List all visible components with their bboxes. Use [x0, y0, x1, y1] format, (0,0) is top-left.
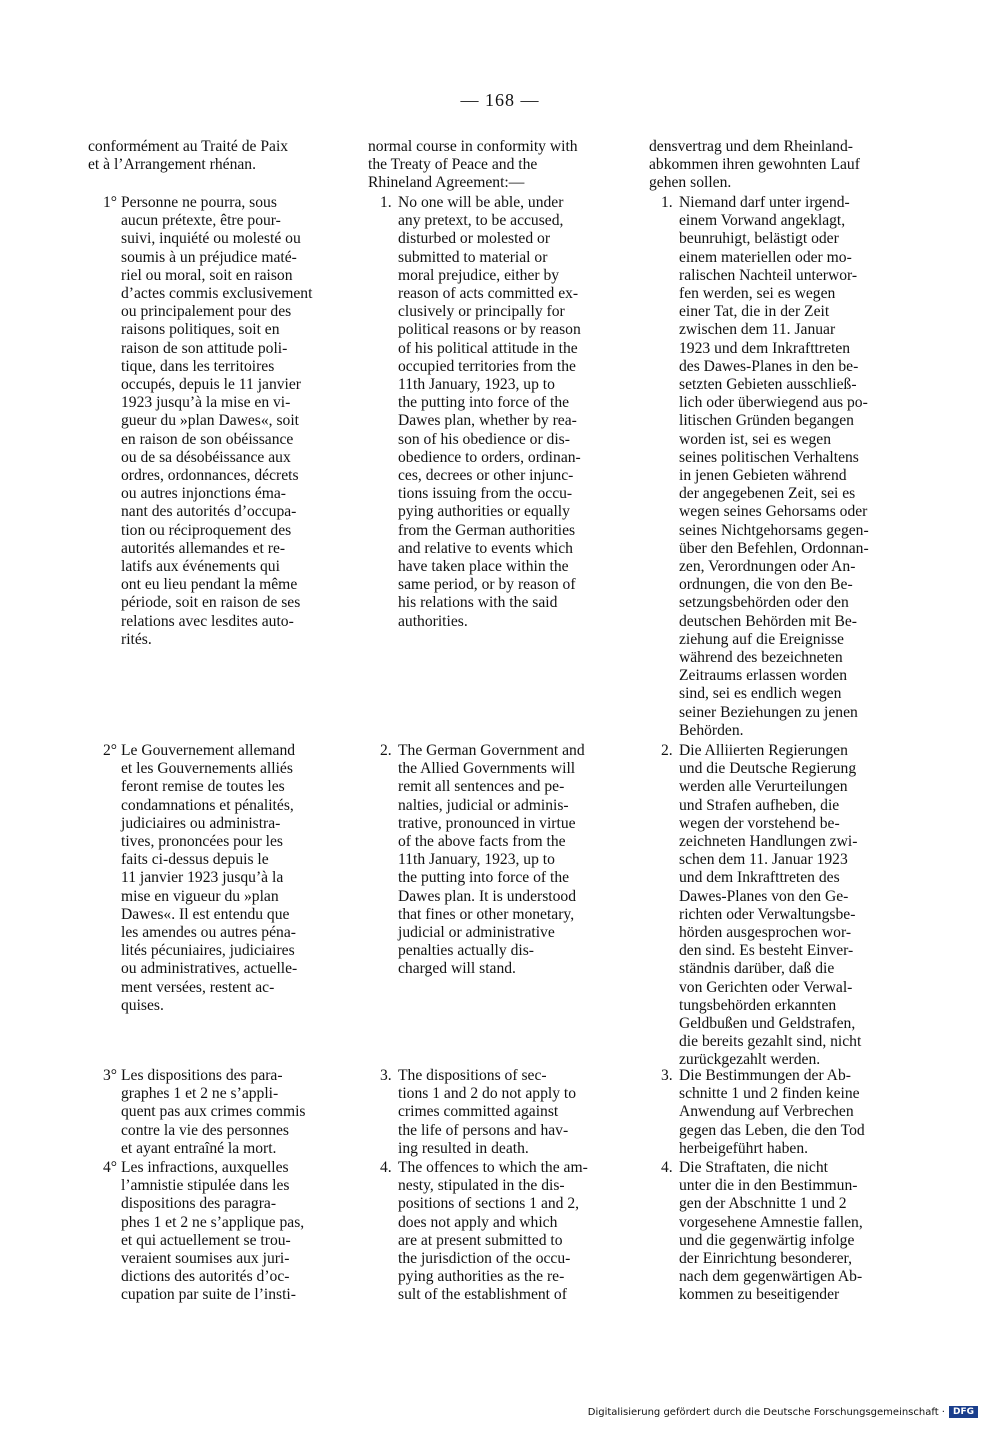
paragraph-text: Die Straftaten, die nicht unter die in den Bestimmun- gen der Abschnitte 1 und 2 vorgesehene Amnestie fallen, und die gegenwärtig infolge der Einrichtung besonderer, nach dem gegenwärtigen Ab- kommen zu beseitigender	[679, 1159, 863, 1304]
paragraph-text: Les dispositions des para- graphes 1 et 2 ne s’appli- quent pas aux crimes commis contre la vie des personnes et ayant entraîné la mort.	[121, 1067, 306, 1157]
english-paragraph-2	[368, 742, 628, 979]
digitization-credit	[588, 1406, 978, 1418]
paragraph-number: 4°	[102, 1159, 117, 1176]
paragraph-number: 2°	[102, 742, 117, 759]
german-paragraph-3	[649, 1067, 906, 1158]
paragraph-text: The dispositions of sec- tions 1 and 2 do not apply to crimes committed against the life of persons and hav- ing resulted in death.	[398, 1067, 577, 1157]
dfg-logo: DFG	[949, 1406, 978, 1418]
paragraph-text: Le Gouvernement allemand et les Gouvernements alliés feront remise de toutes les condamnations et pénalités, judiciaires ou administra- tives, prononcées pour les faits ci-dessus depuis le 11 janvier 1923 jusqu’à la mise en vigueur du »plan Dawes«. Il est entendu que les amendes ou autres péna- lités pécuniaires, judiciaires ou administratives, actuelle- ment versées, restent ac- quises.	[121, 742, 298, 1014]
german-intro: densvertrag und dem Rheinland- abkommen ihren gewohnten Lauf gehen sollen.	[649, 138, 860, 192]
paragraph-number: 1°	[102, 194, 117, 211]
german-paragraph-1	[649, 194, 906, 740]
french-paragraph-1	[88, 194, 347, 649]
paragraph-text: Die Bestimmungen der Ab- schnitte 1 und 2 finden keine Anwendung auf Verbrechen gegen das Leben, die den Tod herbeigeführt haben.	[679, 1067, 865, 1157]
paragraph-text: Die Alliierten Regierungen und die Deutsche Regierung werden alle Verurteilungen und Strafen aufheben, die wegen der vorstehend be- zeichneten Handlungen zwi- schen dem 11. Januar 1923 und dem Inkrafttreten des Dawes-Planes von den Ge- richten oder Verwaltungsbe- hörden ausgesprochen wor- den sind. Es besteht Einver- ständnis darüber, daß die von Gerichten oder Verwal- tungsbehörden erkannten Geldbußen und Geldstrafen, die bereits gezahlt sind, nicht zurückgezahlt werden.	[679, 742, 862, 1069]
paragraph-number: 3.	[380, 1067, 392, 1084]
paragraph-number: 2.	[661, 742, 673, 759]
german-paragraph-2	[649, 742, 906, 1070]
french-intro: conformément au Traité de Paix et à l’Arrangement rhénan.	[88, 138, 289, 174]
english-paragraph-1	[368, 194, 628, 631]
english-paragraph-4	[368, 1159, 628, 1305]
paragraph-text: No one will be able, under any pretext, to be accused, disturbed or molested or submitted to material or moral prejudice, either by reason of acts committed ex- clusively or principally for political reasons or by reason of his political attitude in the occupied territories from the 11th January, 1923, up to the putting into force of the Dawes plan, whether by rea- son of his obedience or dis- obedience to orders, ordinan- ces, decrees or other injunc- tions issuing from the occu- pying authorities or equally from the German authorities and relative to events which have taken place within the same period, or by reason of his relations with the said authorities.	[398, 194, 581, 630]
french-paragraph-3	[88, 1067, 347, 1158]
paragraph-number: 1.	[661, 194, 673, 211]
page-number: — 168 —	[460, 90, 540, 110]
paragraph-text: Les infractions, auxquelles l’amnistie stipulée dans les dispositions des paragra- phes 1 et 2 ne s’applique pas, et qui actuellement se trou- veraient soumises aux juri- dictions des autorités d’oc- cupation par suite de l’insti-	[121, 1159, 305, 1304]
english-intro: normal course in conformity with the Treaty of Peace and the Rhineland Agreement:—	[368, 138, 578, 192]
paragraph-text: The offences to which the am- nesty, stipulated in the dis- positions of sections 1 and 2, does not apply and which are at present submitted to the jurisdiction of the occu- pying authorities as the re- sult of the establishment of	[398, 1159, 588, 1304]
paragraph-text: Niemand darf unter irgend- einem Vorwand angeklagt, beunruhigt, belästigt oder einem materiellen oder mo- ralischen Nachteil unterwor- fen werden, sei es wegen einer Tat, die in der Zeit zwischen dem 11. Januar 1923 und dem Inkrafttreten des Dawes-Planes in den be- setzten Gebieten ausschließ- lich oder überwiegend aus po- litischen Gründen begangen worden ist, sei es wegen seines politischen Verhaltens in jenen Gebieten während der angegebenen Zeit, sei es wegen seines Gehorsams oder seines Nichtgehorsams gegen- über den Befehlen, Ordonnan- zen, Verordnungen oder An- ordnungen, die von den Be- setzungsbehörden oder den deutschen Behörden mit Be- ziehung auf die Ereignisse während des bezeichneten Zeitraums erlassen worden sind, sei es endlich wegen seiner Beziehungen zu jenen Behörden.	[679, 194, 869, 739]
german-paragraph-4	[649, 1159, 906, 1305]
paragraph-number: 2.	[380, 742, 392, 759]
paragraph-number: 4.	[661, 1159, 673, 1176]
english-paragraph-3	[368, 1067, 628, 1158]
paragraph-number: 4.	[380, 1159, 392, 1176]
paragraph-text: The German Government and the Allied Governments will remit all sentences and pe- nalties, judicial or adminis- trative, pronounced in virtue of the above facts from the 11th January, 1923, up to the putting into force of the Dawes plan. It is understood that fines or other monetary, judicial or administrative penalties actually dis- charged will stand.	[398, 742, 585, 978]
paragraph-text: Personne ne pourra, sous aucun prétexte, être pour- suivi, inquiété ou molesté ou soumis à un préjudice maté- riel ou moral, soit en raison d’actes commis exclusivement ou principalement pour des raisons politiques, soit en raison de son attitude poli- tique, dans les territoires occupés, depuis le 11 janvier 1923 jusqu’à la mise en vi- gueur du »plan Dawes«, soit en raison de son obéissance ou de sa désobéissance aux ordres, ordonnances, décrets ou autres injonctions éma- nant des autorités d’occupa- tion ou réciproquement des autorités allemandes et re- latifs aux événements qui ont eu lieu pendant la même période, soit en raison de ses relations avec lesdites auto- rités.	[121, 194, 313, 648]
paragraph-number: 3°	[102, 1067, 117, 1084]
french-paragraph-4	[88, 1159, 347, 1305]
credit-text: Digitalisierung gefördert durch die Deutsche Forschungsgemeinschaft ·	[587, 1406, 945, 1418]
paragraph-number: 1.	[380, 194, 392, 211]
paragraph-number: 3.	[661, 1067, 673, 1084]
french-paragraph-2	[88, 742, 347, 1015]
